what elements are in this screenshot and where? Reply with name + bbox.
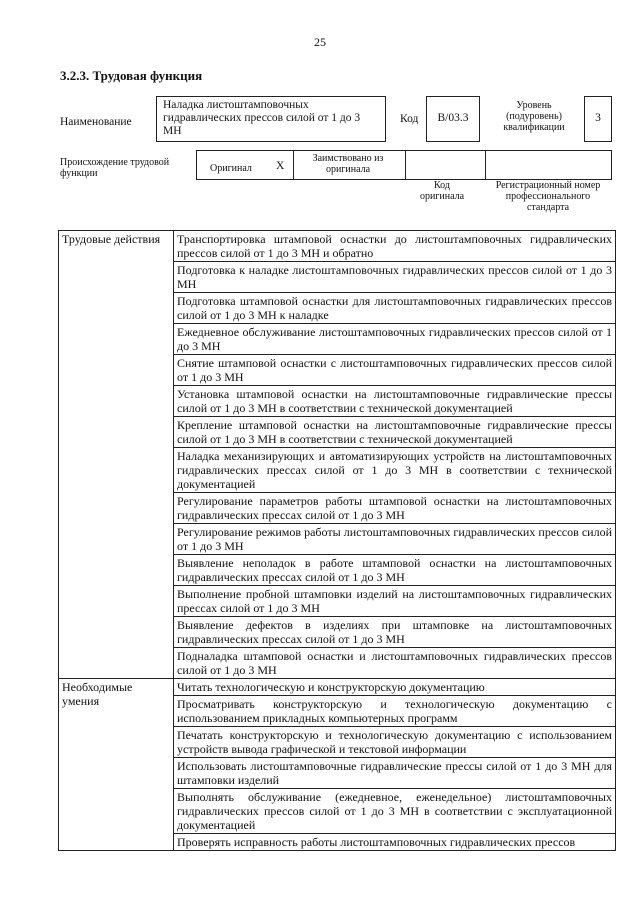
item-cell: Регулирование режимов работы листоштамповочных гидравлических прессов силой от 1 до 3 МН [174, 524, 616, 555]
item-cell: Просматривать конструкторскую и технологическую документацию с использованием прикладных компьютерных программ [174, 696, 616, 727]
table-row [59, 231, 616, 262]
level-value: 3 [595, 112, 601, 124]
function-name-value: Наладка листоштамповочных гидравлических прессов силой от 1 до 3 МН [163, 99, 361, 137]
item-cell: Использовать листоштамповочные гидравлические прессы силой от 1 до 3 МН для штамповки изделий [174, 758, 616, 789]
item-cell: Подготовка к наладке листоштамповочных гидравлических прессов силой от 1 до 3 МН [174, 262, 616, 293]
labor-function-table [58, 230, 616, 851]
origin-label: Происхождение трудовой функции [60, 157, 170, 179]
origin-row [196, 150, 612, 180]
item-cell: Читать технологическую и конструкторскую документацию [174, 679, 616, 696]
item-cell: Регулирование параметров работы штамповой оснастки на листоштамповочных гидравлических прессах силой от 1 до 3 МН [174, 493, 616, 524]
item-cell: Подготовка штамповой оснастки для листоштамповочных гидравлических прессов силой от 1 до 3 МН к наладке [174, 293, 616, 324]
code-value: В/03.3 [437, 112, 469, 124]
item-cell: Выполнять обслуживание (ежедневное, еженедельное) листоштамповочных гидравлических прессов силой от 1 до 3 МН в соответствии с эксплуатационной документацией [174, 789, 616, 834]
item-cell: Выполнение пробной штамповки изделий на листоштамповочных гидравлических прессах силой от 1 до 3 МН [174, 586, 616, 617]
level-box [584, 96, 612, 142]
item-cell: Установка штамповой оснастки на листоштамповочные гидравлические прессы силой от 1 до 3 МН в соответствии с технической документацией [174, 386, 616, 417]
level-label: Уровень (подуровень) квалификации [503, 100, 565, 133]
item-cell: Печатать конструкторскую и технологическую документацию с использованием устройств вывода графической и текстовой информации [174, 727, 616, 758]
original-mark: X [276, 160, 285, 172]
item-cell: Выявление дефектов в изделиях при штамповке на листоштамповочных гидравлических прессах силой от 1 до 3 МН [174, 617, 616, 648]
category-cell [59, 231, 174, 679]
item-cell: Подналадка штамповой оснастки и листоштамповочных гидравлических прессов силой от 1 до 3 МН [174, 648, 616, 679]
code-box [426, 96, 480, 142]
origin-divider-3 [485, 150, 486, 180]
section-title: 3.2.3. Трудовая функция [60, 68, 203, 83]
item-cell: Проверять исправность работы листоштамповочных гидравлических прессов [174, 834, 616, 851]
page-number: 25 [314, 35, 326, 49]
item-cell: Выявление неполадок в работе штамповой оснастки на листоштамповочных гидравлических прессах силой от 1 до 3 МН [174, 555, 616, 586]
function-name-box [156, 96, 386, 142]
table-row [59, 679, 616, 696]
code-label: Код [400, 113, 419, 125]
original-label: Оригинал [210, 163, 252, 174]
origin-divider-2 [405, 150, 406, 180]
registration-number-caption: Регистрационный номер профессионального стандарта [495, 180, 601, 213]
item-cell: Крепление штамповой оснастки на листоштамповочные гидравлические прессы силой от 1 до 3 МН в соответствии с технической документацией [174, 417, 616, 448]
name-label: Наименование [60, 116, 132, 128]
category-label: Трудовые действия [62, 232, 161, 246]
item-cell: Наладка механизирующих и автоматизирующих устройств на листоштамповочных гидравлических прессах силой от 1 до 3 МН в соответствии с технической документацией [174, 448, 616, 493]
item-cell: Ежедневное обслуживание листоштамповочных гидравлических прессов силой от 1 до 3 МН [174, 324, 616, 355]
borrowed-label: Заимствовано из оригинала [312, 153, 384, 175]
category-cell [59, 679, 174, 851]
original-code-caption: Код оригинала [419, 180, 465, 202]
item-cell: Транспортировка штамповой оснастки до листоштамповочных гидравлических прессов силой от 1 до 3 МН и обратно [174, 231, 616, 262]
category-label: Необходимые умения [62, 680, 133, 708]
item-cell: Снятие штамповой оснастки с листоштамповочных гидравлических прессов силой от 1 до 3 МН [174, 355, 616, 386]
origin-divider-1 [293, 150, 294, 180]
